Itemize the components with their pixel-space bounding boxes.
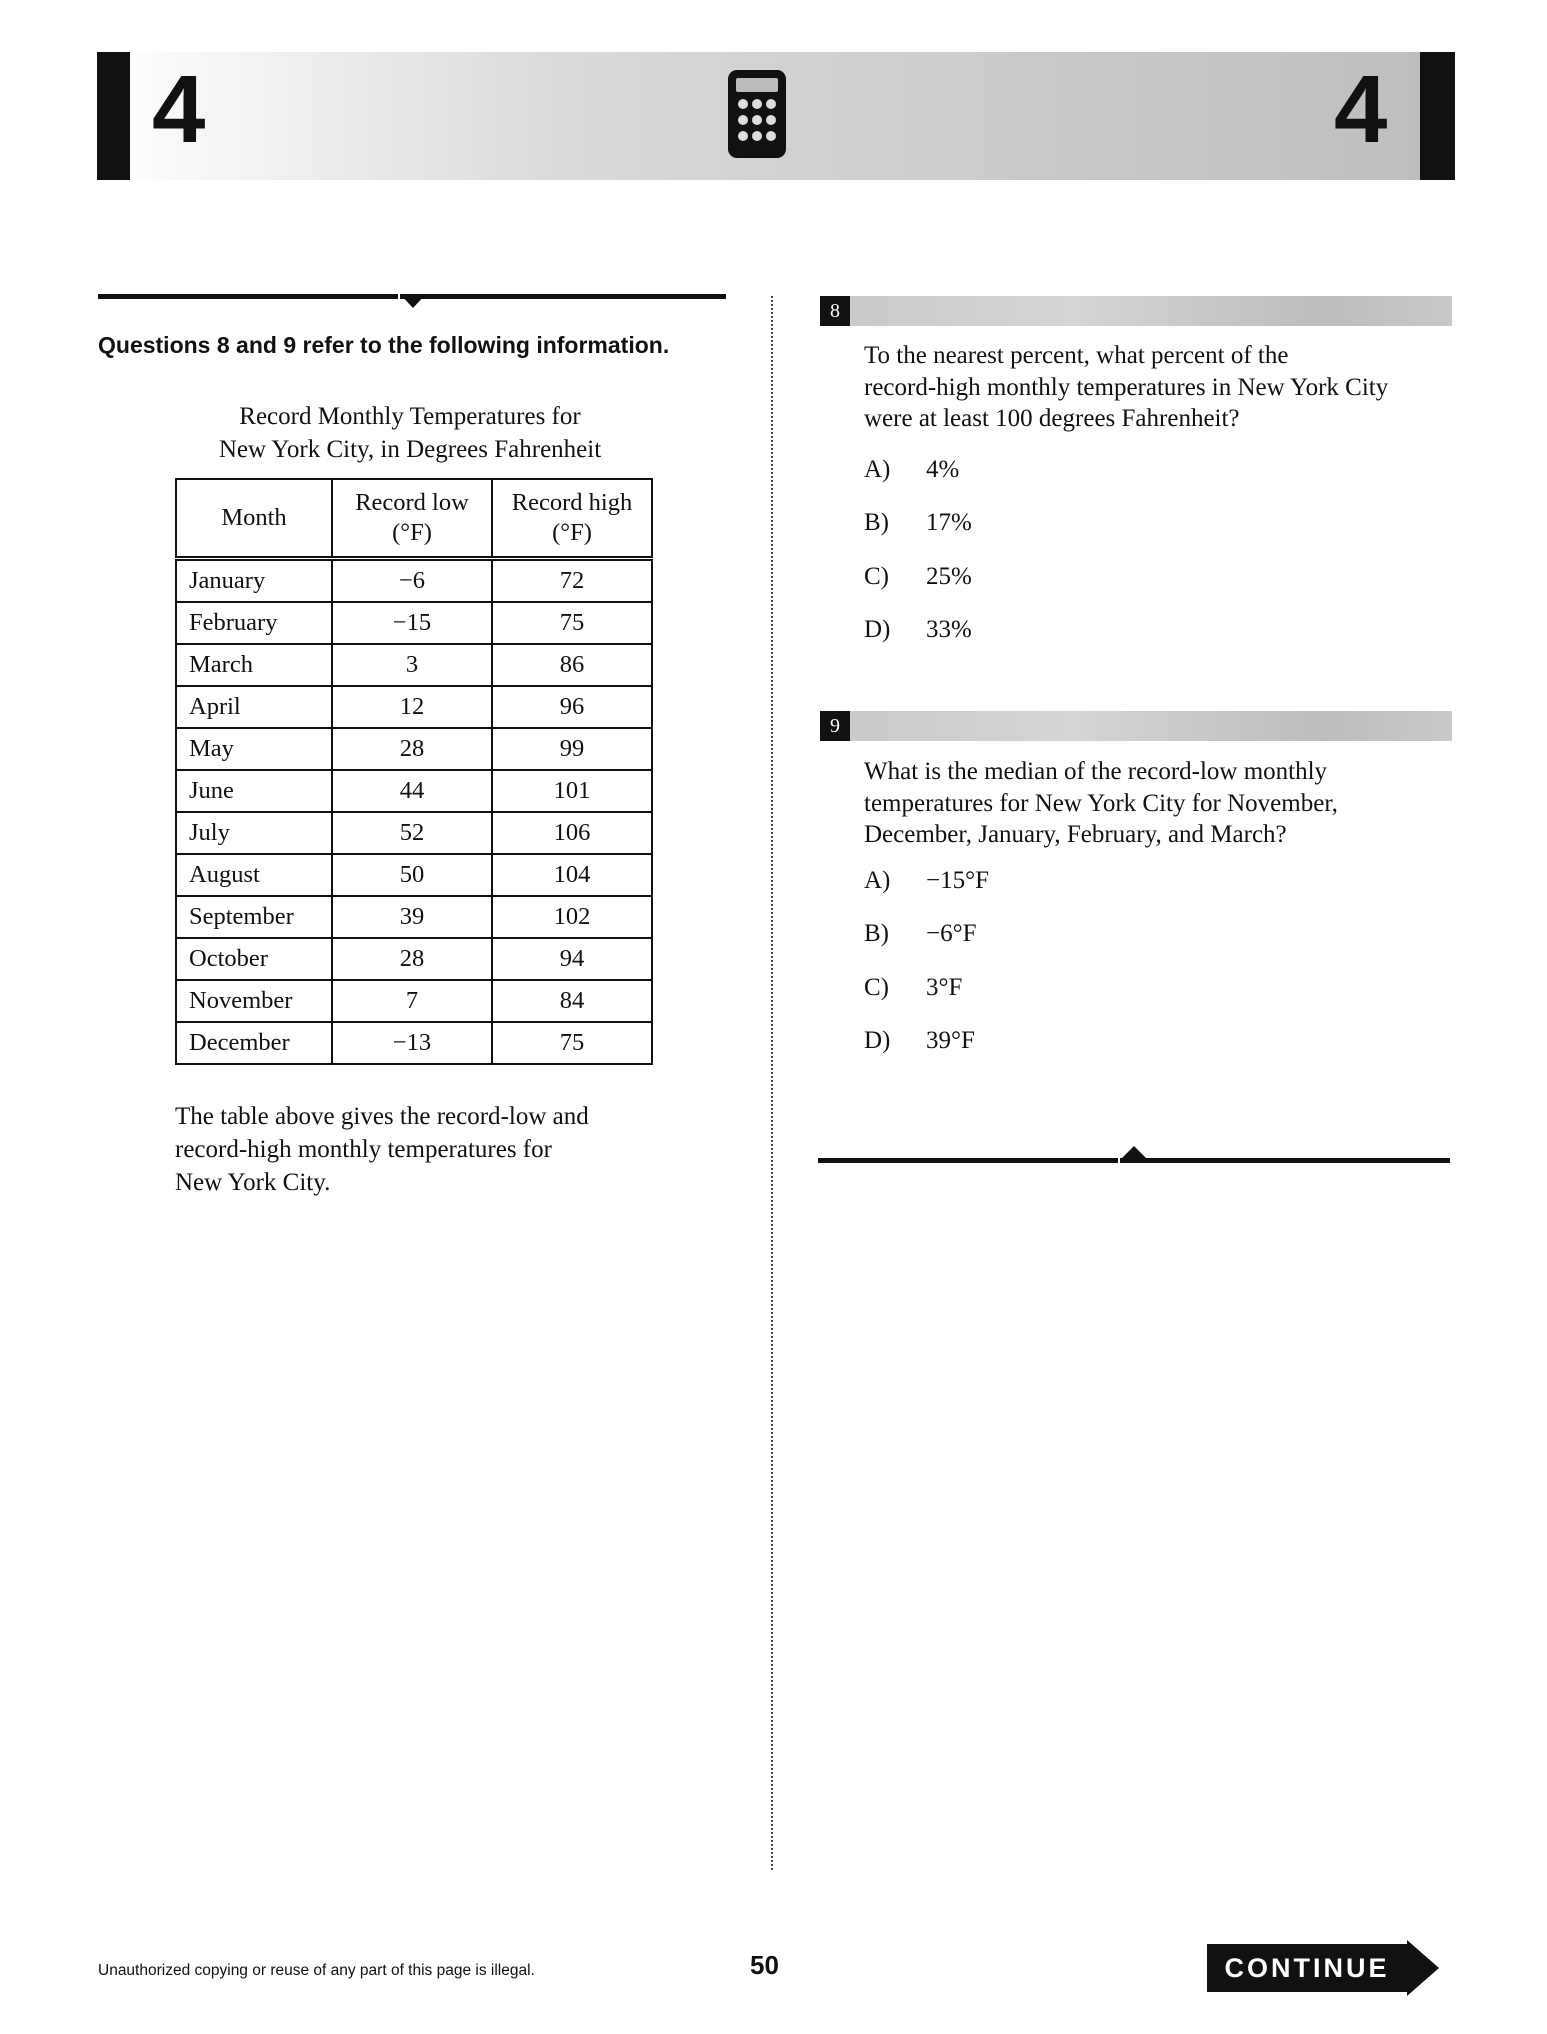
page-number: 50 (750, 1950, 779, 1980)
question-9-text-line2: temperatures for New York City for November, (864, 789, 1338, 817)
table-caption (175, 1100, 645, 1199)
column-header-month: Month (176, 479, 332, 559)
choice-value: −6°F (926, 920, 977, 947)
cell-month: February (176, 602, 332, 644)
table-row (176, 644, 652, 686)
column-divider (771, 296, 773, 1870)
copyright-notice: Unauthorized copying or reuse of any part of this page is illegal. (98, 1962, 535, 1979)
caption-line3: New York City. (175, 1169, 331, 1196)
table-row (176, 686, 652, 728)
cell-record-high: 94 (492, 938, 652, 980)
cell-record-low: −6 (332, 559, 492, 603)
table-row (176, 854, 652, 896)
table-row (176, 602, 652, 644)
caption-line2: record-high monthly temperatures for (175, 1136, 552, 1163)
choice-value: 17% (926, 509, 972, 536)
question-8-band (820, 296, 1452, 326)
question-9-band (820, 711, 1452, 741)
question-8-text-line3: were at least 100 degrees Fahrenheit? (864, 405, 1240, 432)
cell-record-high: 86 (492, 644, 652, 686)
section-number-right: 4 (1334, 56, 1388, 163)
answer-choice-a[interactable] (864, 454, 1464, 486)
cell-record-high: 75 (492, 1022, 652, 1064)
cell-record-low: 28 (332, 938, 492, 980)
cell-record-low: 52 (332, 812, 492, 854)
caption-line1: The table above gives the record-low and (175, 1103, 589, 1130)
cell-record-high: 96 (492, 686, 652, 728)
answer-choice-c[interactable] (864, 972, 1464, 1004)
choice-letter: B) (864, 509, 889, 536)
choice-value: 33% (926, 616, 972, 643)
column-header-record-high (492, 479, 652, 559)
table-row (176, 1022, 652, 1064)
rule-left (98, 294, 398, 299)
cell-record-low: 39 (332, 896, 492, 938)
intro-heading: Questions 8 and 9 refer to the following information. (98, 332, 670, 358)
question-8-text-line1: To the nearest percent, what percent of the (864, 342, 1289, 369)
table-row (176, 980, 652, 1022)
answer-choice-b[interactable] (864, 918, 1464, 950)
answer-choice-a[interactable] (864, 865, 1464, 897)
question-9-number: 9 (820, 711, 850, 741)
table-title-line2: New York City, in Degrees Fahrenheit (218, 436, 602, 463)
cell-month: September (176, 896, 332, 938)
cell-record-low: −15 (332, 602, 492, 644)
cell-record-low: 28 (332, 728, 492, 770)
temperature-table (175, 478, 653, 1065)
question-8-text-line2: record-high monthly temperatures in New York City (864, 373, 1389, 401)
choice-letter: C) (864, 973, 889, 1001)
cell-month: November (176, 980, 332, 1022)
cell-month: December (176, 1022, 332, 1064)
cell-record-low: 50 (332, 854, 492, 896)
up-triangle-icon (1120, 1146, 1148, 1163)
cell-record-high: 101 (492, 770, 652, 812)
cell-record-low: −13 (332, 1022, 492, 1064)
answer-choice-c[interactable] (864, 561, 1464, 593)
table-row (176, 938, 652, 980)
choice-letter: A) (864, 866, 891, 894)
cell-record-low: 44 (332, 770, 492, 812)
section-number-left: 4 (152, 56, 206, 163)
cell-month: March (176, 644, 332, 686)
cell-record-high: 104 (492, 854, 652, 896)
table-title-line1: Record Monthly Temperatures for (239, 403, 581, 430)
choice-letter: B) (864, 920, 889, 947)
cell-record-high: 102 (492, 896, 652, 938)
calculator-icon (726, 68, 788, 160)
table-row (176, 728, 652, 770)
cell-record-high: 106 (492, 812, 652, 854)
cell-record-low: 3 (332, 644, 492, 686)
rule-right (818, 1158, 1118, 1163)
cell-month: January (176, 559, 332, 603)
section-bar-right (1420, 52, 1455, 180)
cell-record-low: 12 (332, 686, 492, 728)
question-9-text-line1: What is the median of the record-low monthly (864, 758, 1328, 785)
cell-record-high: 72 (492, 559, 652, 603)
table-header-row (176, 479, 652, 559)
cell-record-high: 75 (492, 602, 652, 644)
cell-month: August (176, 854, 332, 896)
table-row (176, 896, 652, 938)
column-header-low-line1: Record low (355, 489, 469, 516)
table-row (176, 770, 652, 812)
column-header-low-line2: (°F) (392, 519, 432, 546)
question-9-text-line3: December, January, February, and March? (864, 821, 1287, 848)
answer-choice-b[interactable] (864, 507, 1464, 539)
rule-left-continued (426, 294, 726, 299)
answer-choice-d[interactable] (864, 614, 1464, 646)
choice-value: 4% (926, 455, 960, 483)
answer-choice-d[interactable] (864, 1025, 1464, 1057)
cell-month: June (176, 770, 332, 812)
choice-letter: C) (864, 562, 889, 590)
table-row (176, 559, 652, 603)
cell-month: October (176, 938, 332, 980)
cell-record-high: 84 (492, 980, 652, 1022)
choice-value: 39°F (926, 1027, 975, 1054)
choice-value: 3°F (926, 973, 963, 1001)
cell-month: July (176, 812, 332, 854)
choice-letter: A) (864, 455, 891, 483)
table-title (175, 400, 645, 466)
choice-letter: D) (864, 616, 891, 643)
table-row (176, 812, 652, 854)
column-header-high-line1: Record high (511, 489, 633, 516)
question-9 (864, 756, 1464, 1057)
choice-value: −15°F (926, 866, 990, 894)
column-header-record-low (332, 479, 492, 559)
cell-record-high: 99 (492, 728, 652, 770)
down-triangle-icon (400, 294, 426, 310)
cell-month: May (176, 728, 332, 770)
column-header-high-line2: (°F) (552, 519, 592, 546)
choice-letter: D) (864, 1027, 891, 1054)
rule-right-continued (1148, 1158, 1450, 1163)
continue-label[interactable]: CONTINUE (1224, 1953, 1390, 1983)
choice-value: 25% (926, 562, 972, 590)
cell-month: April (176, 686, 332, 728)
question-8 (864, 340, 1464, 646)
question-8-number: 8 (820, 296, 850, 326)
cell-record-low: 7 (332, 980, 492, 1022)
section-bar-left (97, 52, 130, 180)
